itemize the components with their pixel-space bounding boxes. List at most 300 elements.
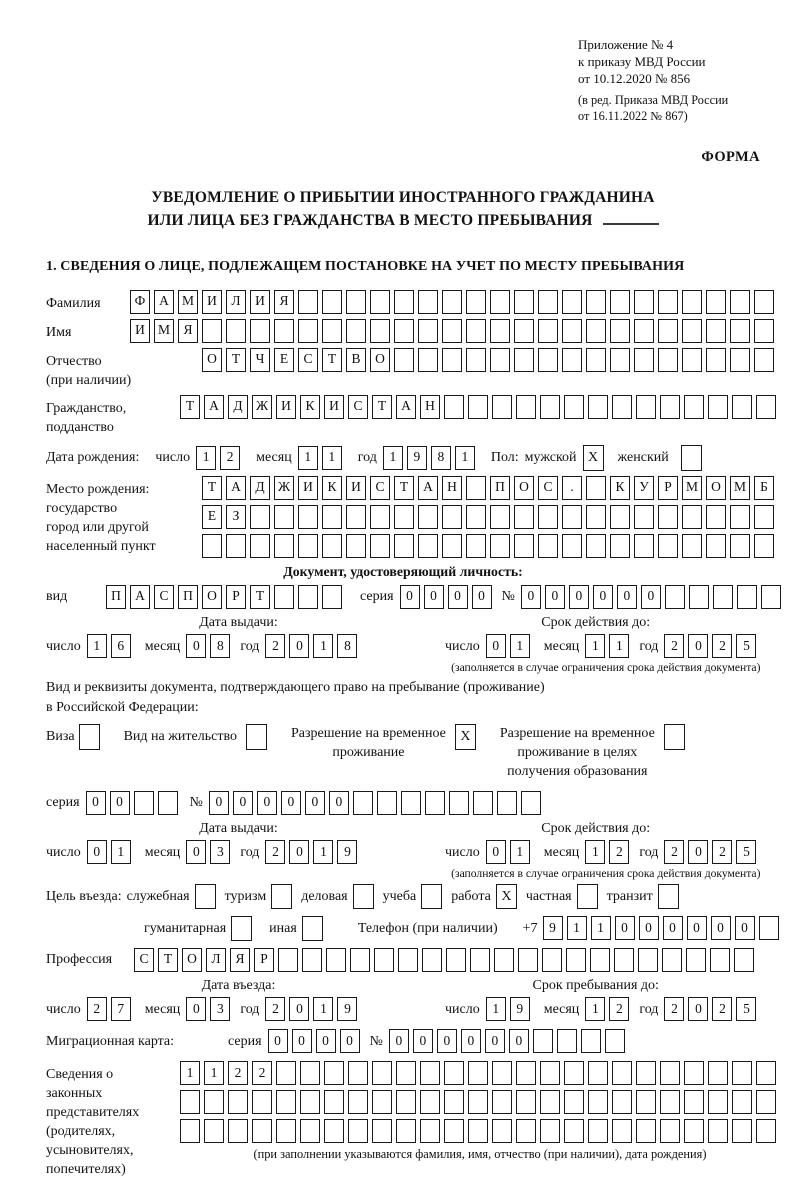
char-box[interactable] (134, 791, 154, 815)
char-box[interactable] (706, 505, 726, 529)
char-box[interactable] (442, 290, 462, 314)
char-box[interactable]: Б (754, 476, 774, 500)
char-box[interactable] (730, 348, 750, 372)
char-box[interactable] (682, 505, 702, 529)
char-box[interactable]: 2 (220, 446, 240, 470)
char-box[interactable]: 0 (389, 1029, 409, 1053)
char-box[interactable] (610, 348, 630, 372)
char-box[interactable] (322, 585, 342, 609)
char-box[interactable] (322, 290, 342, 314)
char-box[interactable] (300, 1061, 320, 1085)
char-box[interactable]: 0 (711, 916, 731, 940)
char-box[interactable]: 1 (196, 446, 216, 470)
char-box[interactable] (658, 505, 678, 529)
char-box[interactable] (418, 348, 438, 372)
char-box[interactable] (202, 319, 222, 343)
char-box[interactable]: 2 (228, 1061, 248, 1085)
char-box[interactable]: С (298, 348, 318, 372)
char-box[interactable] (204, 1090, 224, 1114)
char-box[interactable]: 1 (87, 634, 107, 658)
char-box[interactable]: И (276, 395, 296, 419)
char-box[interactable] (394, 534, 414, 558)
char-box[interactable] (442, 534, 462, 558)
char-box[interactable]: К (610, 476, 630, 500)
char-box[interactable]: Р (254, 948, 274, 972)
char-box[interactable] (614, 948, 634, 972)
char-box[interactable] (562, 290, 582, 314)
char-box[interactable]: 0 (186, 840, 206, 864)
char-box[interactable] (466, 505, 486, 529)
char-box[interactable]: 0 (233, 791, 253, 815)
char-box[interactable] (374, 948, 394, 972)
char-box[interactable] (420, 1061, 440, 1085)
char-box[interactable] (612, 1061, 632, 1085)
char-box[interactable] (564, 1090, 584, 1114)
char-box[interactable] (322, 534, 342, 558)
char-box[interactable]: И (298, 476, 318, 500)
char-box[interactable] (754, 290, 774, 314)
char-box[interactable]: 9 (510, 997, 530, 1021)
char-box[interactable]: 0 (448, 585, 468, 609)
char-box[interactable] (732, 395, 752, 419)
char-box[interactable]: 9 (337, 997, 357, 1021)
char-box[interactable]: 8 (431, 446, 451, 470)
char-box[interactable]: 2 (664, 840, 684, 864)
char-box[interactable]: 1 (204, 1061, 224, 1085)
char-box[interactable] (250, 319, 270, 343)
char-box[interactable] (394, 505, 414, 529)
char-box[interactable] (276, 1061, 296, 1085)
char-box[interactable]: 0 (472, 585, 492, 609)
char-box[interactable]: 9 (337, 840, 357, 864)
char-box[interactable] (302, 948, 322, 972)
edu-residence-permit-checkbox[interactable] (664, 724, 685, 750)
char-box[interactable] (636, 1119, 656, 1143)
char-box[interactable] (490, 290, 510, 314)
char-box[interactable]: Ф (130, 290, 150, 314)
char-box[interactable]: 0 (735, 916, 755, 940)
char-box[interactable]: 1 (313, 997, 333, 1021)
char-box[interactable] (226, 319, 246, 343)
char-box[interactable] (660, 1090, 680, 1114)
char-box[interactable]: 2 (712, 997, 732, 1021)
char-box[interactable]: М (178, 290, 198, 314)
char-box[interactable] (756, 1090, 776, 1114)
char-box[interactable]: О (182, 948, 202, 972)
char-box[interactable] (274, 585, 294, 609)
purpose-study-checkbox[interactable] (421, 884, 442, 909)
char-box[interactable]: 0 (521, 585, 541, 609)
char-box[interactable] (586, 476, 606, 500)
char-box[interactable] (274, 505, 294, 529)
char-box[interactable] (588, 395, 608, 419)
char-box[interactable]: 0 (615, 916, 635, 940)
char-box[interactable]: 1 (585, 840, 605, 864)
char-box[interactable] (298, 534, 318, 558)
char-box[interactable] (401, 791, 421, 815)
char-box[interactable]: 3 (210, 840, 230, 864)
char-box[interactable]: 2 (265, 634, 285, 658)
char-box[interactable]: 1 (455, 446, 475, 470)
char-box[interactable] (540, 395, 560, 419)
char-box[interactable] (660, 1119, 680, 1143)
char-box[interactable] (538, 290, 558, 314)
char-box[interactable] (324, 1090, 344, 1114)
char-box[interactable] (540, 1090, 560, 1114)
sex-female-checkbox[interactable] (681, 445, 702, 471)
char-box[interactable]: 1 (383, 446, 403, 470)
char-box[interactable] (348, 1061, 368, 1085)
char-box[interactable] (660, 1061, 680, 1085)
char-box[interactable]: 0 (569, 585, 589, 609)
char-box[interactable]: Я (274, 290, 294, 314)
char-box[interactable]: 2 (712, 634, 732, 658)
char-box[interactable] (756, 1119, 776, 1143)
char-box[interactable] (396, 1090, 416, 1114)
char-box[interactable]: Л (206, 948, 226, 972)
char-box[interactable]: З (226, 505, 246, 529)
char-box[interactable]: А (396, 395, 416, 419)
char-box[interactable]: 0 (485, 1029, 505, 1053)
char-box[interactable]: 0 (545, 585, 565, 609)
purpose-other-checkbox[interactable] (302, 916, 323, 941)
char-box[interactable] (466, 348, 486, 372)
char-box[interactable] (492, 1061, 512, 1085)
char-box[interactable] (636, 1090, 656, 1114)
char-box[interactable] (754, 505, 774, 529)
char-box[interactable]: 1 (510, 840, 530, 864)
char-box[interactable] (684, 395, 704, 419)
char-box[interactable]: И (202, 290, 222, 314)
char-box[interactable]: 0 (292, 1029, 312, 1053)
char-box[interactable]: 0 (87, 840, 107, 864)
char-box[interactable]: 5 (736, 840, 756, 864)
char-box[interactable] (516, 1090, 536, 1114)
char-box[interactable]: 1 (591, 916, 611, 940)
char-box[interactable]: 0 (209, 791, 229, 815)
char-box[interactable] (490, 534, 510, 558)
char-box[interactable] (470, 948, 490, 972)
char-box[interactable]: 1 (567, 916, 587, 940)
char-box[interactable]: Н (442, 476, 462, 500)
char-box[interactable] (346, 290, 366, 314)
char-box[interactable] (689, 585, 709, 609)
char-box[interactable]: Д (228, 395, 248, 419)
char-box[interactable]: 2 (265, 840, 285, 864)
char-box[interactable] (634, 534, 654, 558)
char-box[interactable]: 0 (593, 585, 613, 609)
char-box[interactable] (252, 1090, 272, 1114)
char-box[interactable] (538, 534, 558, 558)
char-box[interactable]: 0 (663, 916, 683, 940)
char-box[interactable] (444, 1061, 464, 1085)
char-box[interactable] (708, 395, 728, 419)
char-box[interactable] (759, 916, 779, 940)
char-box[interactable]: К (322, 476, 342, 500)
char-box[interactable] (468, 395, 488, 419)
char-box[interactable] (610, 505, 630, 529)
char-box[interactable]: 0 (509, 1029, 529, 1053)
char-box[interactable] (180, 1119, 200, 1143)
char-box[interactable] (610, 290, 630, 314)
char-box[interactable]: Т (226, 348, 246, 372)
char-box[interactable] (420, 1119, 440, 1143)
char-box[interactable]: 0 (257, 791, 277, 815)
char-box[interactable] (706, 348, 726, 372)
char-box[interactable] (274, 534, 294, 558)
char-box[interactable] (442, 319, 462, 343)
char-box[interactable]: 2 (87, 997, 107, 1021)
char-box[interactable] (298, 505, 318, 529)
char-box[interactable] (346, 534, 366, 558)
char-box[interactable]: 8 (210, 634, 230, 658)
char-box[interactable]: С (154, 585, 174, 609)
char-box[interactable] (708, 1090, 728, 1114)
char-box[interactable]: 0 (289, 840, 309, 864)
char-box[interactable]: 5 (736, 997, 756, 1021)
char-box[interactable] (468, 1061, 488, 1085)
char-box[interactable]: 0 (461, 1029, 481, 1053)
char-box[interactable] (684, 1090, 704, 1114)
char-box[interactable]: Р (226, 585, 246, 609)
temp-residence-permit-checkbox[interactable]: X (455, 724, 476, 750)
char-box[interactable]: Т (158, 948, 178, 972)
char-box[interactable]: 3 (210, 997, 230, 1021)
char-box[interactable] (494, 948, 514, 972)
char-box[interactable] (420, 1090, 440, 1114)
char-box[interactable] (754, 319, 774, 343)
char-box[interactable]: 0 (305, 791, 325, 815)
char-box[interactable] (588, 1061, 608, 1085)
char-box[interactable] (276, 1119, 296, 1143)
char-box[interactable] (425, 791, 445, 815)
char-box[interactable] (324, 1061, 344, 1085)
char-box[interactable]: 9 (543, 916, 563, 940)
char-box[interactable] (682, 290, 702, 314)
char-box[interactable] (353, 791, 373, 815)
char-box[interactable] (372, 1119, 392, 1143)
char-box[interactable]: С (134, 948, 154, 972)
char-box[interactable]: 8 (337, 634, 357, 658)
char-box[interactable]: 0 (289, 634, 309, 658)
char-box[interactable]: 2 (664, 634, 684, 658)
char-box[interactable] (514, 290, 534, 314)
char-box[interactable]: 0 (316, 1029, 336, 1053)
char-box[interactable] (514, 534, 534, 558)
char-box[interactable] (492, 1119, 512, 1143)
char-box[interactable] (252, 1119, 272, 1143)
char-box[interactable] (634, 290, 654, 314)
char-box[interactable]: 0 (641, 585, 661, 609)
char-box[interactable] (442, 505, 462, 529)
purpose-official-checkbox[interactable] (195, 884, 216, 909)
char-box[interactable]: 0 (639, 916, 659, 940)
char-box[interactable]: 1 (585, 997, 605, 1021)
char-box[interactable]: С (370, 476, 390, 500)
char-box[interactable] (444, 395, 464, 419)
char-box[interactable]: Ч (250, 348, 270, 372)
char-box[interactable]: 1 (510, 634, 530, 658)
char-box[interactable] (586, 290, 606, 314)
char-box[interactable] (634, 319, 654, 343)
char-box[interactable] (562, 534, 582, 558)
visa-checkbox[interactable] (79, 724, 100, 750)
char-box[interactable] (586, 505, 606, 529)
char-box[interactable]: 5 (736, 634, 756, 658)
char-box[interactable]: К (300, 395, 320, 419)
char-box[interactable] (706, 319, 726, 343)
char-box[interactable] (418, 290, 438, 314)
char-box[interactable] (557, 1029, 577, 1053)
char-box[interactable]: О (706, 476, 726, 500)
sex-male-checkbox[interactable]: X (583, 445, 604, 471)
char-box[interactable]: Е (202, 505, 222, 529)
char-box[interactable] (586, 348, 606, 372)
char-box[interactable]: 1 (180, 1061, 200, 1085)
char-box[interactable]: 0 (413, 1029, 433, 1053)
char-box[interactable] (466, 476, 486, 500)
char-box[interactable] (418, 534, 438, 558)
char-box[interactable] (514, 319, 534, 343)
char-box[interactable] (682, 348, 702, 372)
char-box[interactable] (684, 1061, 704, 1085)
char-box[interactable]: 0 (688, 997, 708, 1021)
char-box[interactable] (276, 1090, 296, 1114)
char-box[interactable] (466, 534, 486, 558)
char-box[interactable] (612, 1119, 632, 1143)
char-box[interactable] (581, 1029, 601, 1053)
char-box[interactable]: 0 (110, 791, 130, 815)
char-box[interactable]: 0 (486, 634, 506, 658)
char-box[interactable] (158, 791, 178, 815)
char-box[interactable] (708, 1119, 728, 1143)
char-box[interactable]: И (346, 476, 366, 500)
char-box[interactable] (466, 290, 486, 314)
char-box[interactable]: А (418, 476, 438, 500)
char-box[interactable] (298, 290, 318, 314)
char-box[interactable]: 0 (687, 916, 707, 940)
char-box[interactable]: 9 (407, 446, 427, 470)
char-box[interactable] (562, 348, 582, 372)
char-box[interactable] (442, 348, 462, 372)
char-box[interactable] (610, 534, 630, 558)
char-box[interactable]: Е (274, 348, 294, 372)
char-box[interactable]: 2 (664, 997, 684, 1021)
char-box[interactable] (298, 585, 318, 609)
char-box[interactable] (590, 948, 610, 972)
char-box[interactable]: А (226, 476, 246, 500)
char-box[interactable] (322, 319, 342, 343)
char-box[interactable] (562, 319, 582, 343)
char-box[interactable] (562, 505, 582, 529)
char-box[interactable]: Т (322, 348, 342, 372)
char-box[interactable]: С (538, 476, 558, 500)
purpose-private-checkbox[interactable] (577, 884, 598, 909)
char-box[interactable] (636, 395, 656, 419)
char-box[interactable] (202, 534, 222, 558)
char-box[interactable] (540, 1119, 560, 1143)
char-box[interactable]: О (202, 348, 222, 372)
char-box[interactable]: Т (250, 585, 270, 609)
char-box[interactable]: Д (250, 476, 270, 500)
char-box[interactable] (468, 1090, 488, 1114)
char-box[interactable] (730, 505, 750, 529)
char-box[interactable]: 0 (289, 997, 309, 1021)
char-box[interactable] (730, 319, 750, 343)
char-box[interactable] (350, 948, 370, 972)
char-box[interactable] (662, 948, 682, 972)
char-box[interactable]: С (348, 395, 368, 419)
char-box[interactable]: Р (658, 476, 678, 500)
char-box[interactable] (274, 319, 294, 343)
char-box[interactable] (324, 1119, 344, 1143)
char-box[interactable] (756, 395, 776, 419)
char-box[interactable] (370, 290, 390, 314)
purpose-work-checkbox[interactable]: X (496, 884, 517, 909)
char-box[interactable] (737, 585, 757, 609)
char-box[interactable] (250, 534, 270, 558)
char-box[interactable]: И (324, 395, 344, 419)
char-box[interactable]: 2 (712, 840, 732, 864)
char-box[interactable] (348, 1119, 368, 1143)
char-box[interactable] (761, 585, 781, 609)
char-box[interactable]: 0 (688, 634, 708, 658)
char-box[interactable] (540, 1061, 560, 1085)
char-box[interactable] (372, 1061, 392, 1085)
char-box[interactable] (708, 1061, 728, 1085)
residence-permit-checkbox[interactable] (246, 724, 267, 750)
char-box[interactable]: 0 (437, 1029, 457, 1053)
char-box[interactable] (370, 534, 390, 558)
char-box[interactable] (564, 1061, 584, 1085)
char-box[interactable] (418, 505, 438, 529)
char-box[interactable] (538, 505, 558, 529)
char-box[interactable] (180, 1090, 200, 1114)
char-box[interactable] (468, 1119, 488, 1143)
char-box[interactable]: П (106, 585, 126, 609)
char-box[interactable] (586, 319, 606, 343)
char-box[interactable]: . (562, 476, 582, 500)
char-box[interactable]: И (250, 290, 270, 314)
char-box[interactable]: Т (180, 395, 200, 419)
char-box[interactable]: Ж (252, 395, 272, 419)
purpose-business-checkbox[interactable] (353, 884, 374, 909)
char-box[interactable] (396, 1119, 416, 1143)
char-box[interactable] (394, 290, 414, 314)
char-box[interactable] (492, 395, 512, 419)
char-box[interactable] (228, 1090, 248, 1114)
char-box[interactable] (538, 319, 558, 343)
char-box[interactable]: 0 (617, 585, 637, 609)
char-box[interactable] (612, 395, 632, 419)
char-box[interactable] (634, 505, 654, 529)
char-box[interactable] (490, 505, 510, 529)
char-box[interactable]: 1 (322, 446, 342, 470)
char-box[interactable]: 1 (486, 997, 506, 1021)
char-box[interactable] (490, 319, 510, 343)
char-box[interactable] (370, 319, 390, 343)
char-box[interactable]: 1 (298, 446, 318, 470)
char-box[interactable]: 0 (424, 585, 444, 609)
char-box[interactable]: 6 (111, 634, 131, 658)
char-box[interactable] (398, 948, 418, 972)
char-box[interactable] (682, 319, 702, 343)
char-box[interactable] (490, 348, 510, 372)
char-box[interactable] (492, 1090, 512, 1114)
char-box[interactable]: 0 (186, 634, 206, 658)
char-box[interactable]: 0 (486, 840, 506, 864)
char-box[interactable] (348, 1090, 368, 1114)
